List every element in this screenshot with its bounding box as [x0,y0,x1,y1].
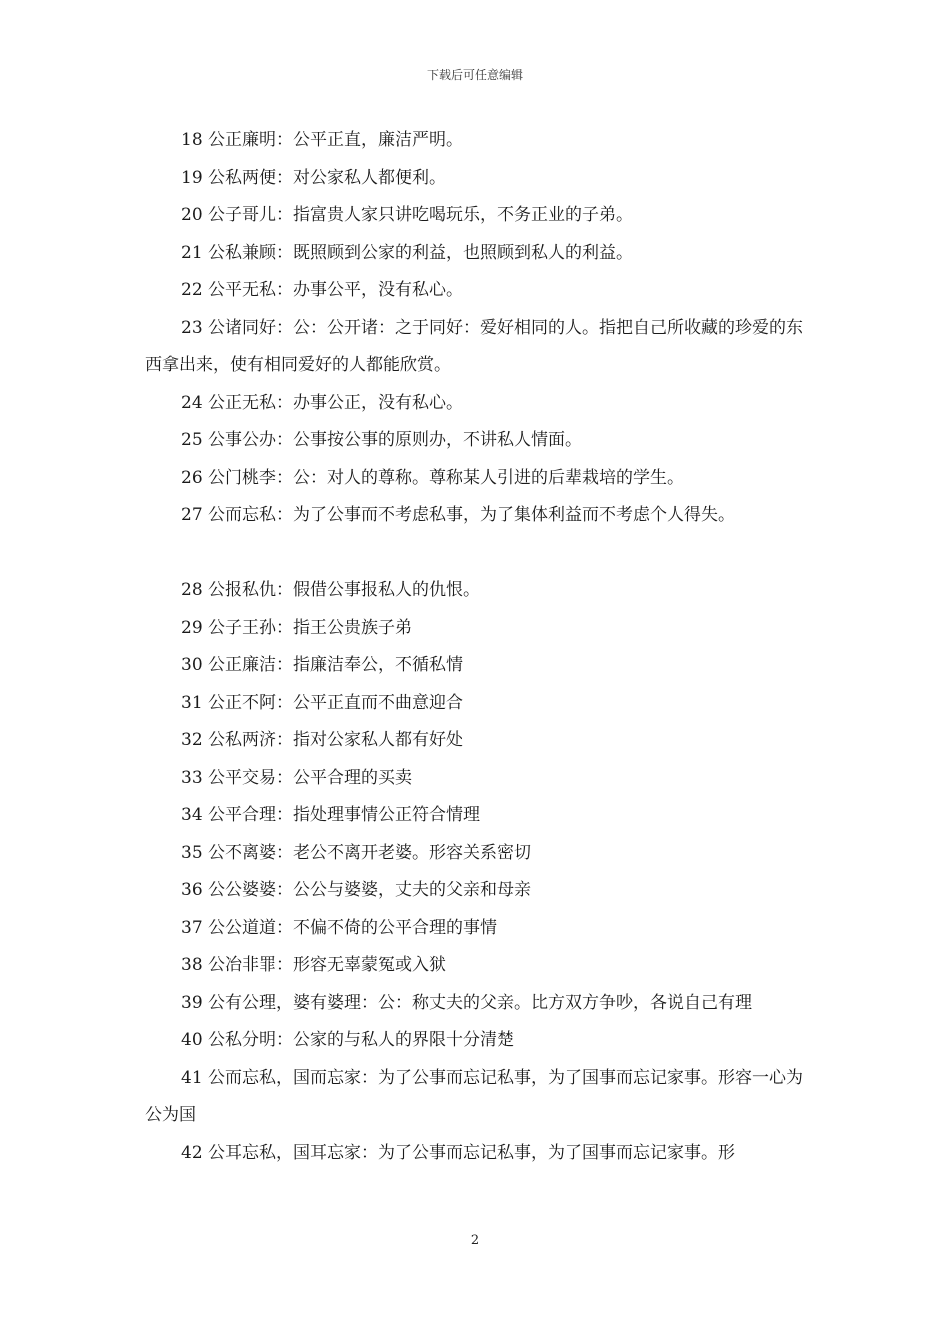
idiom-entry-28: 28 公报私仇：假借公事报私人的仇恨。 [181,580,481,600]
idiom-entry-30: 30 公正廉洁：指廉洁奉公，不循私情 [181,655,464,675]
idiom-entry-32: 32 公私两济：指对公家私人都有好处 [181,730,464,750]
idiom-entry-29: 29 公子王孙：指王公贵族子弟 [181,617,413,638]
document-body [145,122,807,1172]
idiom-entry-36: 36 公公婆婆：公公与婆婆，丈夫的父亲和母亲 [181,880,532,900]
idiom-entry-21: 21 公私兼顾：既照顾到公家的利益，也照顾到私人的利益。 [181,242,634,263]
idiom-entry-41: 41 公而忘私，国而忘家：为了公事而忘记私事，为了国事而忘记家事。形容一心为公为国 [145,1067,804,1125]
idiom-entry-23: 23 公诸同好：公：公开诸：之于同好：爱好相同的人。指把自己所收藏的珍爱的东西拿出来，使有相同爱好的人都能欣赏。 [145,317,804,375]
idiom-entry-22: 22 公平无私：办事公平，没有私心。 [181,280,464,300]
idiom-entry-35: 35 公不离婆：老公不离开老婆。形容关系密切 [181,842,532,863]
idiom-entry-20: 20 公子哥儿：指富贵人家只讲吃喝玩乐，不务正业的子弟。 [181,205,634,225]
idiom-entry-26: 26 公门桃李：公：对人的尊称。尊称某人引进的后辈栽培的学生。 [181,467,685,488]
idiom-entry-38: 38 公冶非罪：形容无辜蒙冤或入狱 [181,955,447,975]
idiom-entry-37: 37 公公道道：不偏不倚的公平合理的事情 [181,917,498,938]
idiom-entry-40: 40 公私分明：公家的与私人的界限十分清楚 [181,1030,515,1050]
page-header: 下载后可任意编辑 [426,68,523,82]
idiom-entry-24: 24 公正无私：办事公正，没有私心。 [181,392,464,413]
idiom-entry-27: 27 公而忘私：为了公事而不考虑私事，为了集体利益而不考虑个人得失。 [181,505,736,525]
idiom-entry-33: 33 公平交易：公平合理的买卖 [181,767,413,788]
idiom-entry-18: 18 公正廉明：公平正直，廉洁严明。 [181,130,464,150]
idiom-entry-31: 31 公正不阿：公平正直而不曲意迎合 [181,692,464,713]
idiom-entry-25: 25 公事公办：公事按公事的原则办，不讲私人情面。 [181,430,583,450]
idiom-entry-19: 19 公私两便：对公家私人都便利。 [181,167,447,188]
idiom-entry-39: 39 公有公理，婆有婆理：公：称丈夫的父亲。比方双方争吵，各说自己有理 [181,992,753,1013]
idiom-entry-42: 42 公耳忘私，国耳忘家：为了公事而忘记私事，为了国事而忘记家事。形 [181,1142,736,1163]
page-number: 2 [470,1233,480,1248]
idiom-entry-34: 34 公平合理：指处理事情公正符合情理 [181,805,481,825]
paragraph-gap [145,535,807,573]
